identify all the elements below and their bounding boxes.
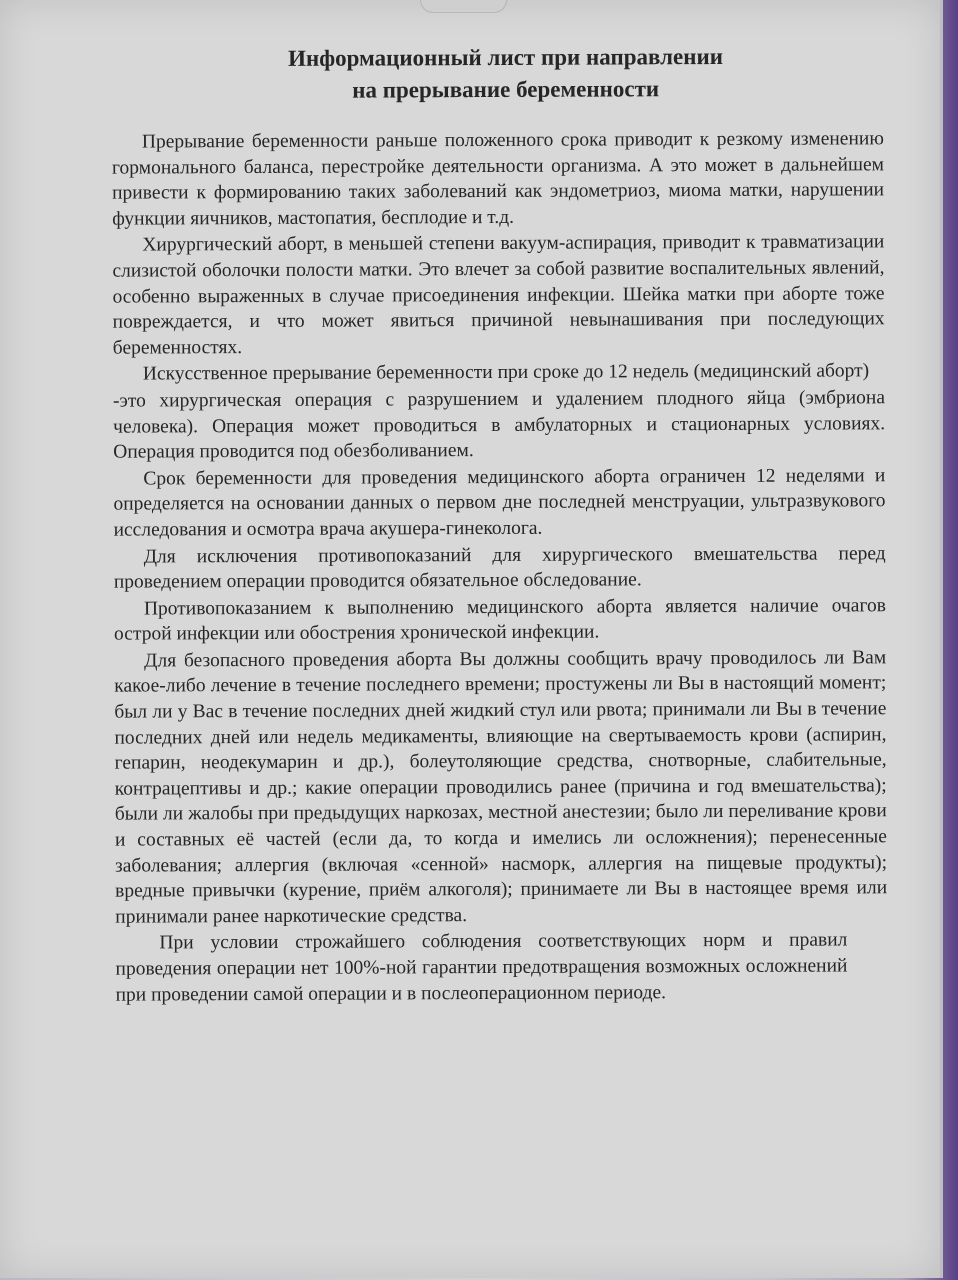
paragraph-4: -это хирургическая операция с разрушением и удалением плодного яйца (эмбриона человека). Операция может проводиться в амбулаторных и стационарных условиях. Операция проводится под обезболиванием. [112, 387, 886, 463]
paragraph-2: Хирургический аборт, в меньшей степени вакуум-аспирация, приводит к травматизации слизистой оболочки полости матки. Это влечет за собой развитие воспалительных явлений, особенно выраженных в случае присоединения инфекции. Шейка матки при аборте тоже повреждается, и что может явиться причиной невынашивания при последующих беременностях. [112, 231, 885, 359]
document-body [76, 126, 900, 1008]
document-title [75, 40, 895, 108]
paragraph-7: Противопоказанием к выполнению медицинского аборта является наличие очагов острой инфекции или обострения хронической инфекции. [113, 594, 886, 645]
title-line-1: Информационный лист при направлении [287, 43, 724, 71]
paragraph-5: Срок беременности для проведения медицинского аборта ограничен 12 неделями и определяется на основании данных о первом дне последней менструации, ультразвукового исследования и осмотра врача акушера-гинеколога. [113, 464, 886, 541]
frame-clip [420, 0, 507, 13]
title-line-2: на прерывание беременности [352, 76, 660, 103]
paragraph-9: При условии строжайшего соблюдения соответствующих норм и правил проведения операции нет 100%-ной гарантии предотвращения возможных осложнений при проведении самой операции и в послеоперационном периоде. [115, 929, 848, 1006]
paragraph-1: Прерывание беременности раньше положенного срока приводит к резкому изменению гормонального баланса, перестройке деятельности организма. А это может в дальнейшем привести к формированию таких заболеваний как эндометриоз, миома матки, нарушении функции яичников, мастопатия, бесплодие и т.д. [111, 128, 885, 230]
information-sheet [75, 26, 900, 1230]
paragraph-3: Искусственное прерывание беременности при сроке до 12 недель (медицинский аборт) [142, 360, 870, 385]
paragraph-6: Для исключения противопоказаний для хирургического вмешательства перед проведением операции проводится обязательное обследование. [113, 542, 886, 593]
paragraph-8: Для безопасного проведения аборта Вы должны сообщить врачу проводилось ли Вам какое-либо лечение в течение последнего времени; простужены ли Вы в настоящий момент; был ли у Вас в течение последних дней жидкий стул или рвота; принимали ли Вы в течение последних дней или недель медикаменты, влияющие на свертываемость крови (аспирин, гепарин, неодекумарин и др.), болеутоляющие средства, снотворные, слабительные, контрацептивы и др.; какие операции проводились ранее (причина и год вмешательства); были ли жалобы при предыдущих наркозах, местной анестезии; было ли переливание крови и составных её частей (если да, то когда и имелись ли осложнения); перенесенные заболевания; аллергия (включая «сенной» насморк, аллергия на пищевые продукты); вредные привычки (курение, приём алкоголя); принимаете ли Вы в настоящее время или принимали ранее наркотические средства. [114, 647, 888, 928]
